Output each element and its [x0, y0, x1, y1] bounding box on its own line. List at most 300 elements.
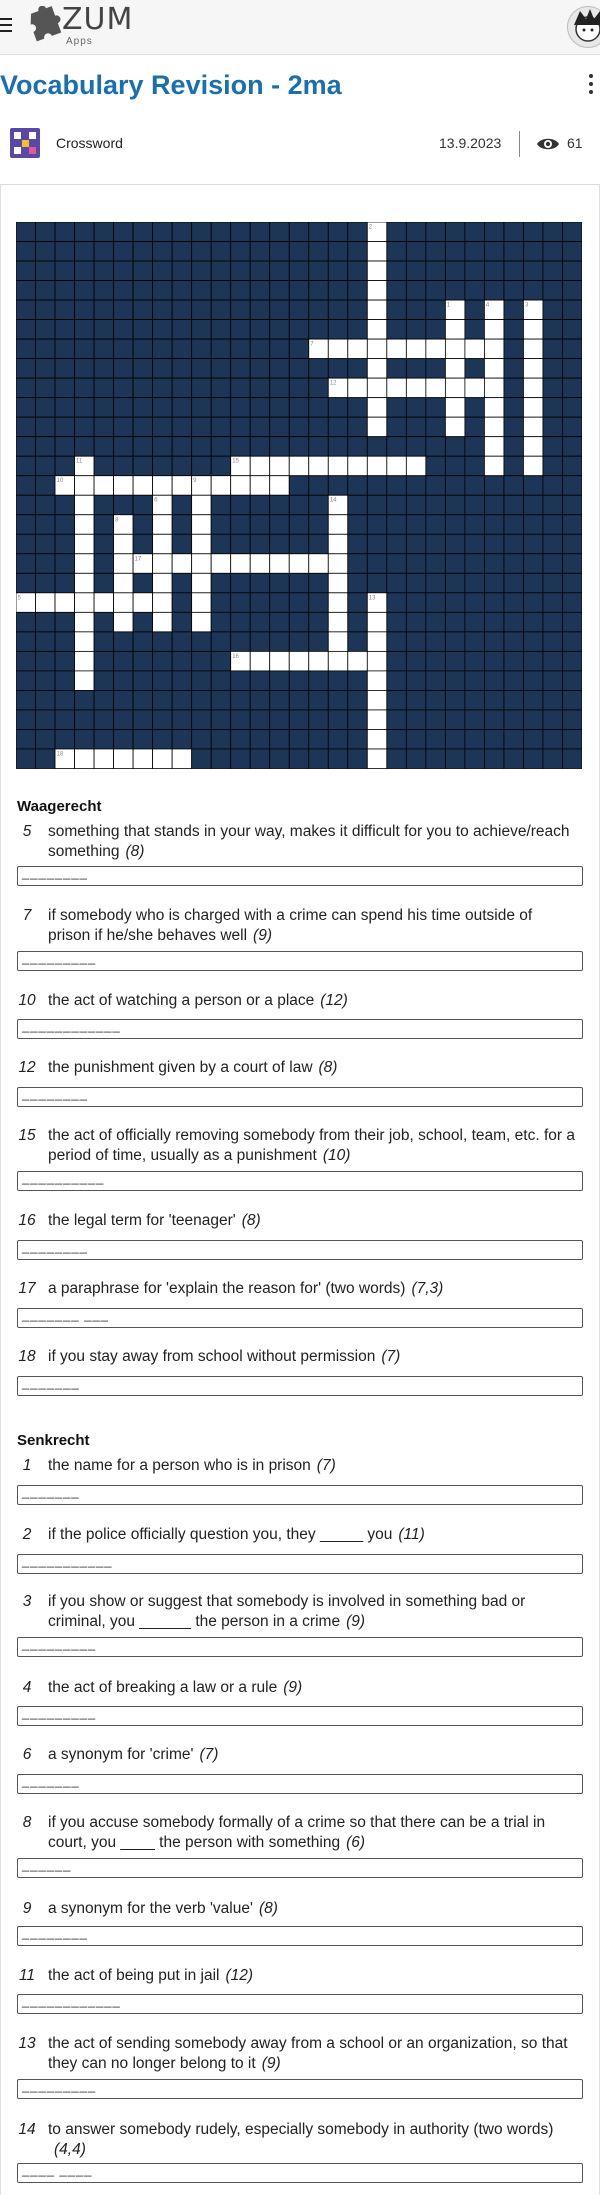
grid-block: [445, 573, 465, 593]
answer-field-across-12[interactable]: [17, 1087, 583, 1107]
grid-block: [426, 651, 446, 671]
grid-cell[interactable]: [367, 398, 387, 418]
grid-block: [465, 710, 485, 730]
grid-cell[interactable]: [211, 476, 231, 496]
grid-cell[interactable]: [309, 554, 329, 574]
grid-block: [309, 534, 329, 554]
grid-cell[interactable]: [250, 651, 270, 671]
grid-clue-number: 7: [310, 341, 314, 348]
grid-cell[interactable]: [426, 378, 446, 398]
answer-field-down-14[interactable]: [17, 2163, 583, 2183]
grid-cell[interactable]: [192, 573, 212, 593]
grid-block: [504, 534, 524, 554]
answer-field-across-17[interactable]: [17, 1308, 583, 1328]
clue-text: to answer somebody rudely, especially somebody in authority (two words): [48, 2121, 554, 2138]
grid-cell[interactable]: [114, 476, 134, 496]
grid-cell[interactable]: [328, 593, 348, 613]
grid-block: [231, 593, 251, 613]
grid-cell[interactable]: [75, 476, 95, 496]
clue-down-13: [17, 2034, 577, 2074]
grid-cell[interactable]: [270, 554, 290, 574]
grid-block: [55, 690, 75, 710]
grid-cell[interactable]: [328, 554, 348, 574]
clue-text: the name for a person who is in prison: [48, 1457, 311, 1474]
grid-block: [465, 690, 485, 710]
answer-field-across-10[interactable]: [17, 1019, 583, 1039]
grid-block: [172, 710, 192, 730]
answer-field-down-8[interactable]: [17, 1858, 583, 1878]
grid-cell[interactable]: [445, 320, 465, 340]
grid-block: [55, 261, 75, 281]
grid-cell[interactable]: [328, 534, 348, 554]
grid-block: [543, 651, 563, 671]
grid-cell[interactable]: [387, 339, 407, 359]
grid-block: [270, 320, 290, 340]
grid-block: [387, 593, 407, 613]
top-bar: [0, 0, 600, 55]
grid-block: [465, 300, 485, 320]
grid-block: [94, 437, 114, 457]
grid-block: [153, 632, 173, 652]
grid-cell[interactable]: [426, 339, 446, 359]
grid-block: [270, 573, 290, 593]
grid-cell[interactable]: [75, 593, 95, 613]
grid-block: [94, 359, 114, 379]
grid-block: [172, 690, 192, 710]
grid-cell[interactable]: [445, 398, 465, 418]
grid-cell[interactable]: [367, 729, 387, 749]
grid-block: [426, 515, 446, 535]
grid-cell[interactable]: [328, 573, 348, 593]
clue-number: 7: [22, 907, 32, 924]
answer-field-down-6[interactable]: [17, 1774, 583, 1794]
grid-cell[interactable]: [367, 710, 387, 730]
grid-block: [484, 534, 504, 554]
grid-cell[interactable]: [328, 339, 348, 359]
answer-field-down-4[interactable]: [17, 1706, 583, 1726]
clue-text: if you accuse somebody formally of a crime so that there can be a trial in court, you ____ the person with something: [48, 1814, 546, 1851]
grid-block: [465, 281, 485, 301]
grid-clue-number: 15: [232, 458, 239, 465]
answer-blanks: _________: [22, 1636, 97, 1651]
grid-block: [504, 690, 524, 710]
grid-cell[interactable]: [172, 554, 192, 574]
grid-block: [543, 671, 563, 691]
grid-block: [36, 749, 56, 769]
grid-block: [114, 632, 134, 652]
clue-length: (9): [253, 927, 272, 944]
grid-cell[interactable]: [445, 417, 465, 437]
grid-block: [543, 476, 563, 496]
grid-block: [270, 612, 290, 632]
grid-block: [94, 534, 114, 554]
answer-field-down-1[interactable]: [17, 1485, 583, 1505]
grid-cell[interactable]: [153, 749, 173, 769]
grid-cell[interactable]: [75, 671, 95, 691]
grid-block: [562, 456, 582, 476]
grid-cell[interactable]: [75, 573, 95, 593]
grid-cell[interactable]: [523, 378, 543, 398]
grid-cell[interactable]: [387, 378, 407, 398]
grid-block: [445, 222, 465, 242]
grid-cell[interactable]: [348, 339, 368, 359]
grid-cell[interactable]: [367, 242, 387, 262]
grid-block: [387, 690, 407, 710]
grid-cell[interactable]: [328, 456, 348, 476]
grid-block: [465, 437, 485, 457]
grid-block: [504, 300, 524, 320]
grid-block: [289, 534, 309, 554]
grid-cell[interactable]: [250, 554, 270, 574]
answer-field-down-9[interactable]: [17, 1926, 583, 1946]
grid-block: [406, 242, 426, 262]
grid-cell[interactable]: [367, 749, 387, 769]
grid-cell[interactable]: [367, 281, 387, 301]
grid-block: [504, 515, 524, 535]
grid-cell[interactable]: [94, 476, 114, 496]
grid-cell[interactable]: [75, 632, 95, 652]
answer-blanks: _______: [22, 1484, 80, 1499]
grid-block: [426, 320, 446, 340]
grid-block: [289, 495, 309, 515]
grid-block: [270, 690, 290, 710]
grid-cell[interactable]: [75, 515, 95, 535]
grid-cell[interactable]: [289, 651, 309, 671]
grid-cell[interactable]: [75, 612, 95, 632]
app-type-label: Crossword: [56, 135, 123, 151]
grid-block: [504, 339, 524, 359]
grid-cell[interactable]: [367, 417, 387, 437]
grid-cell[interactable]: [153, 593, 173, 613]
clue-number: 12: [18, 1059, 36, 1076]
grid-cell[interactable]: [523, 437, 543, 457]
grid-block: [133, 710, 153, 730]
grid-cell[interactable]: [309, 456, 329, 476]
grid-cell[interactable]: [289, 554, 309, 574]
grid-block: [75, 320, 95, 340]
grid-block: [426, 476, 446, 496]
grid-block: [543, 359, 563, 379]
grid-cell[interactable]: [270, 476, 290, 496]
grid-block: [250, 242, 270, 262]
answer-field-down-2[interactable]: [17, 1554, 583, 1574]
grid-block: [94, 417, 114, 437]
grid-cell[interactable]: [367, 359, 387, 379]
grid-cell[interactable]: [445, 339, 465, 359]
grid-block: [231, 261, 251, 281]
crossword-grid[interactable]: [16, 222, 582, 778]
grid-block: [75, 690, 95, 710]
grid-cell[interactable]: [348, 651, 368, 671]
grid-cell[interactable]: [270, 456, 290, 476]
grid-cell[interactable]: [465, 378, 485, 398]
grid-cell[interactable]: [523, 339, 543, 359]
answer-field-across-7[interactable]: [17, 951, 583, 971]
grid-cell[interactable]: [114, 593, 134, 613]
grid-block: [172, 378, 192, 398]
grid-cell[interactable]: [309, 651, 329, 671]
grid-block: [543, 222, 563, 242]
grid-cell[interactable]: [75, 749, 95, 769]
grid-block: [75, 300, 95, 320]
grid-cell[interactable]: [192, 515, 212, 535]
grid-cell[interactable]: [523, 359, 543, 379]
clue-text: a synonym for the verb 'value': [48, 1900, 253, 1917]
answer-field-across-18[interactable]: [17, 1376, 583, 1396]
grid-cell[interactable]: [114, 749, 134, 769]
grid-cell[interactable]: [153, 534, 173, 554]
grid-cell[interactable]: [367, 651, 387, 671]
grid-cell[interactable]: [328, 515, 348, 535]
grid-block: [94, 398, 114, 418]
grid-cell[interactable]: [192, 534, 212, 554]
grid-cell[interactable]: [75, 651, 95, 671]
grid-block: [523, 222, 543, 242]
grid-block: [426, 690, 446, 710]
grid-cell[interactable]: [289, 456, 309, 476]
grid-block: [387, 222, 407, 242]
grid-block: [36, 554, 56, 574]
grid-block: [270, 222, 290, 242]
crossword-app-icon: [10, 128, 40, 158]
more-options-icon[interactable]: [588, 74, 594, 96]
grid-block: [406, 573, 426, 593]
grid-cell[interactable]: [75, 534, 95, 554]
clue-down-3: [17, 1592, 577, 1632]
clue-number: 9: [22, 1900, 32, 1917]
grid-cell[interactable]: [133, 749, 153, 769]
across-heading: Waagerecht: [17, 798, 102, 815]
grid-cell[interactable]: [367, 456, 387, 476]
grid-block: [16, 612, 36, 632]
grid-block: [94, 729, 114, 749]
grid-cell[interactable]: [153, 554, 173, 574]
grid-cell[interactable]: [367, 339, 387, 359]
grid-block: [289, 398, 309, 418]
grid-block: [328, 320, 348, 340]
grid-block: [504, 359, 524, 379]
grid-cell[interactable]: [231, 476, 251, 496]
grid-block: [348, 437, 368, 457]
clue-across-17: [17, 1279, 577, 1299]
grid-cell[interactable]: [348, 456, 368, 476]
grid-cell[interactable]: [523, 320, 543, 340]
grid-block: [75, 729, 95, 749]
grid-block: [133, 378, 153, 398]
grid-block: [36, 300, 56, 320]
grid-cell[interactable]: [114, 554, 134, 574]
grid-block: [250, 417, 270, 437]
grid-cell[interactable]: [523, 456, 543, 476]
grid-cell[interactable]: [484, 320, 504, 340]
grid-cell[interactable]: [367, 378, 387, 398]
grid-block: [289, 222, 309, 242]
grid-block: [465, 729, 485, 749]
grid-block: [504, 710, 524, 730]
grid-cell[interactable]: [484, 339, 504, 359]
grid-block: [445, 632, 465, 652]
grid-cell[interactable]: [94, 749, 114, 769]
grid-block: [328, 222, 348, 242]
grid-block: [445, 261, 465, 281]
grid-block: [504, 495, 524, 515]
grid-block: [523, 242, 543, 262]
grid-block: [133, 651, 153, 671]
grid-cell[interactable]: [367, 632, 387, 652]
grid-cell[interactable]: [270, 651, 290, 671]
grid-block: [16, 476, 36, 496]
grid-block: [387, 437, 407, 457]
grid-block: [114, 710, 134, 730]
grid-block: [543, 554, 563, 574]
grid-block: [172, 320, 192, 340]
grid-cell[interactable]: [484, 359, 504, 379]
grid-block: [55, 632, 75, 652]
grid-cell[interactable]: [192, 612, 212, 632]
grid-block: [504, 632, 524, 652]
grid-cell[interactable]: [387, 456, 407, 476]
grid-cell[interactable]: [406, 378, 426, 398]
grid-cell[interactable]: [172, 476, 192, 496]
grid-cell[interactable]: [114, 573, 134, 593]
grid-cell[interactable]: [114, 612, 134, 632]
grid-block: [16, 690, 36, 710]
grid-block: [367, 437, 387, 457]
grid-block: [523, 671, 543, 691]
grid-cell[interactable]: [153, 612, 173, 632]
grid-block: [445, 476, 465, 496]
grid-block: [133, 495, 153, 515]
grid-cell[interactable]: [445, 359, 465, 379]
grid-cell[interactable]: [484, 437, 504, 457]
answer-field-across-15[interactable]: [17, 1171, 583, 1191]
grid-cell[interactable]: [367, 261, 387, 281]
grid-cell[interactable]: [250, 456, 270, 476]
grid-block: [172, 261, 192, 281]
grid-block: [543, 339, 563, 359]
grid-cell[interactable]: [133, 476, 153, 496]
grid-cell[interactable]: [211, 554, 231, 574]
grid-cell[interactable]: [328, 632, 348, 652]
avatar[interactable]: [567, 6, 600, 48]
grid-block: [309, 222, 329, 242]
grid-block: [153, 359, 173, 379]
grid-cell[interactable]: [484, 456, 504, 476]
grid-cell[interactable]: [133, 593, 153, 613]
grid-cell[interactable]: [250, 476, 270, 496]
grid-block: [16, 320, 36, 340]
answer-field-down-11[interactable]: [17, 1994, 583, 2014]
grid-cell[interactable]: [367, 320, 387, 340]
answer-field-down-13[interactable]: [17, 2079, 583, 2099]
grid-cell[interactable]: [94, 593, 114, 613]
clue-length: (8): [318, 1059, 338, 1076]
grid-block: [36, 437, 56, 457]
grid-block: [172, 222, 192, 242]
grid-block: [348, 515, 368, 535]
grid-block: [36, 261, 56, 281]
answer-field-across-16[interactable]: [17, 1240, 583, 1260]
grid-block: [270, 495, 290, 515]
grid-cell[interactable]: [192, 593, 212, 613]
grid-cell[interactable]: [367, 690, 387, 710]
grid-cell[interactable]: [192, 495, 212, 515]
grid-cell[interactable]: [484, 378, 504, 398]
menu-icon[interactable]: [0, 18, 12, 32]
grid-cell[interactable]: [484, 398, 504, 418]
grid-cell[interactable]: [75, 495, 95, 515]
grid-block: [328, 710, 348, 730]
grid-block: [543, 710, 563, 730]
grid-block: [562, 534, 582, 554]
grid-cell[interactable]: [465, 339, 485, 359]
grid-block: [114, 261, 134, 281]
puzzle-logo-icon[interactable]: [26, 6, 62, 46]
grid-cell[interactable]: [348, 378, 368, 398]
grid-cell[interactable]: [367, 612, 387, 632]
answer-field-down-3[interactable]: [17, 1637, 583, 1657]
grid-cell[interactable]: [231, 554, 251, 574]
grid-block: [114, 495, 134, 515]
grid-cell[interactable]: [328, 612, 348, 632]
clue-down-9: [17, 1899, 577, 1919]
grid-block: [523, 534, 543, 554]
grid-cell[interactable]: [523, 398, 543, 418]
answer-blanks: ____ ____: [22, 2162, 93, 2177]
grid-cell[interactable]: [192, 554, 212, 574]
grid-cell[interactable]: [406, 456, 426, 476]
grid-cell[interactable]: [114, 534, 134, 554]
clue-length: (7,3): [411, 1280, 444, 1297]
grid-cell[interactable]: [523, 417, 543, 437]
grid-cell[interactable]: [75, 554, 95, 574]
grid-block: [16, 495, 36, 515]
grid-clue-number: 5: [17, 595, 21, 602]
answer-field-across-5[interactable]: [17, 866, 583, 886]
grid-block: [153, 729, 173, 749]
grid-cell[interactable]: [406, 339, 426, 359]
grid-cell[interactable]: [367, 300, 387, 320]
grid-block: [406, 749, 426, 769]
grid-block: [484, 632, 504, 652]
grid-block: [406, 534, 426, 554]
grid-block: [523, 729, 543, 749]
grid-cell[interactable]: [55, 593, 75, 613]
grid-block: [133, 632, 153, 652]
grid-block: [328, 749, 348, 769]
clue-down-14: [17, 2120, 577, 2160]
grid-block: [133, 729, 153, 749]
grid-cell[interactable]: [484, 417, 504, 437]
grid-cell[interactable]: [153, 476, 173, 496]
grid-cell[interactable]: [36, 593, 56, 613]
grid-block: [192, 651, 212, 671]
grid-cell[interactable]: [367, 671, 387, 691]
grid-block: [270, 534, 290, 554]
grid-cell[interactable]: [153, 515, 173, 535]
grid-cell[interactable]: [153, 573, 173, 593]
grid-cell[interactable]: [172, 749, 192, 769]
grid-block: [543, 749, 563, 769]
grid-cell[interactable]: [328, 651, 348, 671]
grid-block: [387, 671, 407, 691]
grid-block: [133, 242, 153, 262]
grid-cell[interactable]: [445, 378, 465, 398]
grid-block: [36, 515, 56, 535]
grid-block: [367, 534, 387, 554]
grid-block: [211, 320, 231, 340]
grid-block: [406, 437, 426, 457]
